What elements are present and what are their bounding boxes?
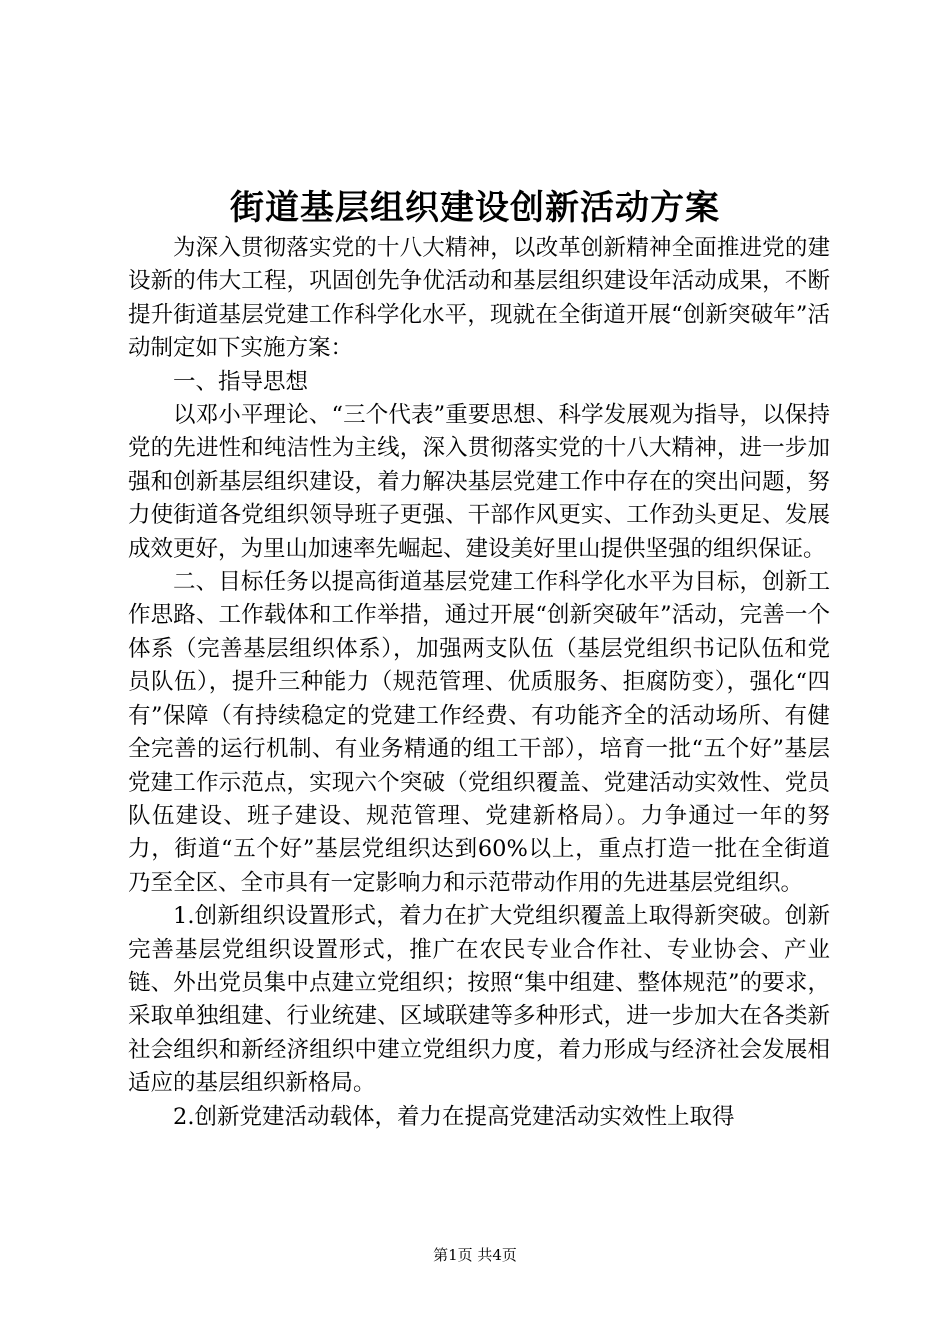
- paragraph-intro: 为深入贯彻落实党的十八大精神，以改革创新精神全面推进党的建设新的伟大工程，巩固创先争优活动和基层组织建设年活动成果，不断提升街道基层党建工作科学化水平，现就在全街道开展“创新突破年”活动制定如下实施方案：: [128, 235, 830, 362]
- page-number-footer: 第1页 共4页: [433, 1246, 517, 1264]
- paragraph-guiding-ideology: 以邓小平理论、“三个代表”重要思想、科学发展观为指导，以保持党的先进性和纯洁性为主线，深入贯彻落实党的十八大精神，进一步加强和创新基层组织建设，着力解决基层党建工作中存在的突出问题，努力使街道各党组织领导班子更强、干部作风更实、工作劲头更足、发展成效更好，为里山加速率先崛起、建设美好里山提供坚强的组织保证。: [128, 402, 830, 562]
- document-body: [128, 232, 830, 1134]
- section-heading-guiding-ideology: 一、指导思想: [173, 368, 309, 395]
- document-title: 街道基层组织建设创新活动方案: [230, 188, 720, 228]
- paragraph-item-2: 2.创新党建活动载体，着力在提高党建活动实效性上取得: [173, 1103, 735, 1130]
- paragraph-goals-tasks: 二、目标任务以提高街道基层党建工作科学化水平为目标，创新工作思路、工作载体和工作举措，通过开展“创新突破年”活动，完善一个体系（完善基层组织体系），加强两支队伍（基层党组织书记队伍和党员队伍），提升三种能力（规范管理、优质服务、拒腐防变），强化“四有”保障（有持续稳定的党建工作经费、有功能齐全的活动场所、有健全完善的运行机制、有业务精通的组工干部），培育一批“五个好”基层党建工作示范点，实现六个突破（党组织覆盖、党建活动实效性、党员队伍建设、班子建设、规范管理、党建新格局）。力争通过一年的努力，街道“五个好”基层党组织达到60%以上，重点打造一批在全街道乃至全区、全市具有一定影响力和示范带动作用的先进基层党组织。: [128, 569, 830, 896]
- paragraph-item-1: 1.创新组织设置形式，着力在扩大党组织覆盖上取得新突破。创新完善基层党组织设置形式，推广在农民专业合作社、专业协会、产业链、外出党员集中点建立党组织；按照“集中组建、整体规范”的要求，采取单独组建、行业统建、区域联建等多种形式，进一步加大在各类新社会组织和新经济组织中建立党组织力度，着力形成与经济社会发展相适应的基层组织新格局。: [128, 903, 830, 1097]
